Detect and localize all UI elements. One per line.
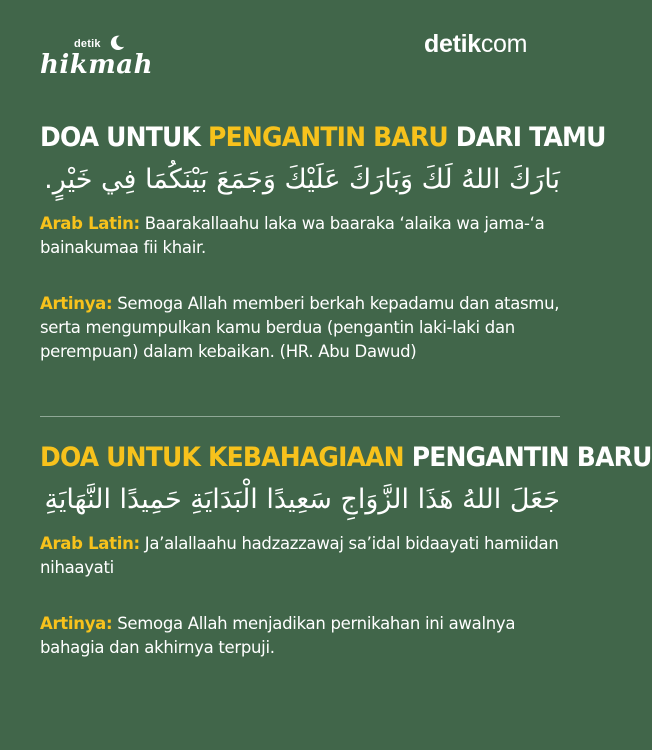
logo-detik-bold: detik (424, 30, 481, 58)
section1-meaning-label: Artinya: (40, 294, 113, 313)
section2-meaning-label: Artinya: (40, 614, 113, 633)
section-divider (40, 416, 560, 417)
section1-latin-label: Arab Latin: (40, 214, 140, 233)
section2-title-part2: PENGANTIN BARU (403, 441, 652, 473)
logo-hikmah-text: hikmah (40, 50, 154, 80)
detikhikmah-logo (40, 38, 158, 84)
section1-title-highlight: PENGANTIN BARU (208, 121, 448, 153)
section1-arabic-text: بَارَكَ اللهُ لَكَ وَبَارَكَ عَلَيْكَ وَجَمَعَ بَيْنَكُمَا فِي خَيْرٍ. (44, 164, 560, 195)
section2-latin-text: Ja’alallaahu hadzazzawaj sa’idal bidaayati hamiidan nihaayati (40, 534, 559, 577)
section1-meaning-text: Semoga Allah memberi berkah kepadamu dan atasmu, serta mengumpulkan kamu berdua (pengantin laki-laki dan perempuan) dalam kebaikan. (HR. Abu Dawud) (40, 294, 560, 361)
section1-latin-text: Baarakallaahu laka wa baaraka ‘alaika wa jama-‘a bainakumaa fii khair. (40, 214, 545, 257)
section2-meaning-text: Semoga Allah menjadikan pernikahan ini awalnya bahagia dan akhirnya terpuji. (40, 614, 516, 657)
section2-title (40, 440, 652, 475)
section1-title-part1: DOA UNTUK (40, 121, 209, 153)
section1-title (40, 120, 606, 155)
section2-latin-paragraph (40, 532, 560, 580)
section2-title-highlight: DOA UNTUK KEBAHAGIAAN (40, 441, 404, 473)
section1-title-part3: DARI TAMU (447, 121, 606, 153)
section2-latin-label: Arab Latin: (40, 534, 140, 553)
section1-meaning-paragraph (40, 292, 560, 364)
detikcom-logo (424, 30, 527, 59)
section2-arabic-text: جَعَلَ اللهُ هَذَا الزَّوَاجِ سَعِيدًا الْبَدَايَةِ حَمِيدًا النَّهَايَةِ (44, 484, 560, 515)
logo-detik-small-text: detik (74, 38, 101, 50)
logo-com-light: com (480, 30, 528, 58)
section2-meaning-paragraph (40, 612, 560, 660)
section1-latin-paragraph (40, 212, 560, 260)
